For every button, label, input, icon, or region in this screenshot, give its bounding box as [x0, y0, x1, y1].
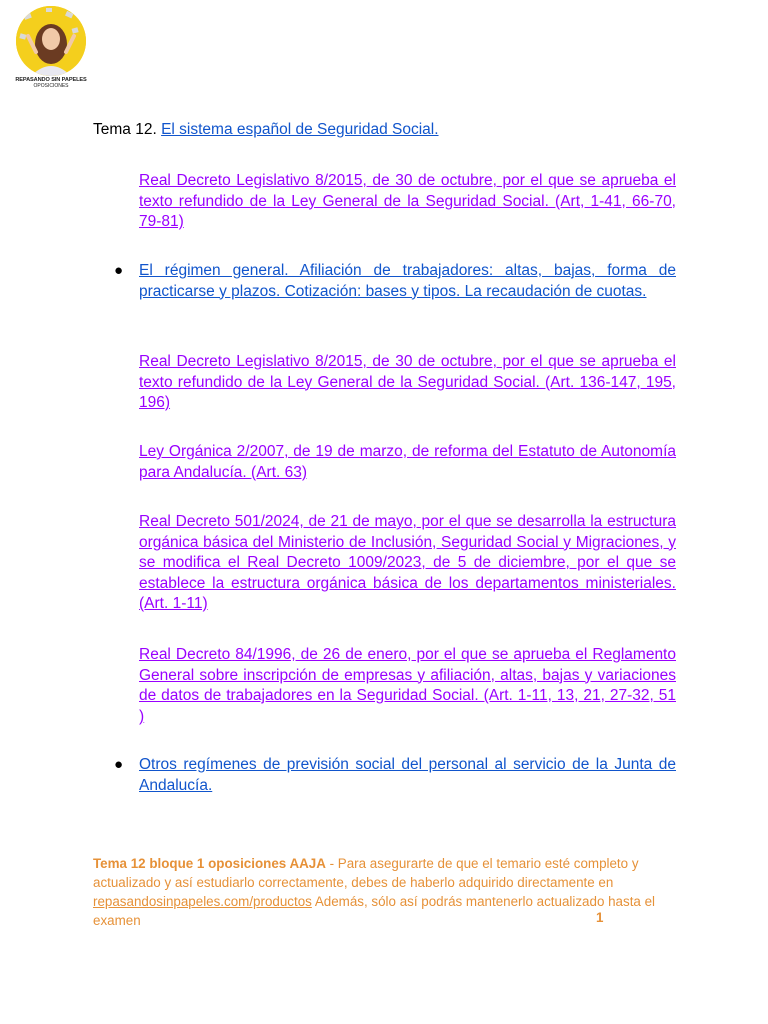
- logo-portrait: [16, 6, 86, 76]
- logo-subtitle: OPOSICIONES: [33, 83, 69, 89]
- footer-note: [93, 854, 683, 930]
- page-number: 1: [596, 910, 604, 925]
- footer-title: Tema 12 bloque 1 oposiciones AAJA: [93, 856, 326, 871]
- legal-reference-link[interactable]: Real Decreto Legislativo 8/2015, de 30 de octubre, por el que se aprueba el texto refundido de la Ley General de la Seguridad Social. (Art. 136-147, 195, 196): [139, 353, 676, 411]
- legal-reference-link[interactable]: Ley Orgánica 2/2007, de 19 de marzo, de reforma del Estatuto de Autonomía para Andalucía. (Art. 63): [139, 443, 676, 481]
- legal-reference-link[interactable]: Real Decreto 501/2024, de 21 de mayo, por el que se desarrolla la estructura orgánica básica del Ministerio de Inclusión, Seguridad Social y Migraciones, y se modifica el Real Decreto 1009/2023, de 5 de diciembre, por el que se establece la estructura orgánica básica de los departamentos ministeriales. (Art. 1-11): [139, 513, 676, 612]
- bullet-icon: ●: [114, 262, 124, 279]
- footer-text-1: - Para asegurarte de que el temario esté completo y actualizado y así estudiarlo correctamente, debes de haberlo adquirido directamente en: [93, 856, 639, 890]
- legal-reference-link[interactable]: Real Decreto 84/1996, de 26 de enero, por el que se aprueba el Reglamento General sobre inscripción de empresas y afiliación, altas, bajas y variaciones de datos de trabajadores en la Seguridad Social. (Art. 1-11, 13, 21, 27-32, 51 ): [139, 646, 676, 725]
- topic-link[interactable]: Otros regímenes de previsión social del personal al servicio de la Junta de Andalucía.: [139, 756, 676, 794]
- list-item: [139, 171, 676, 233]
- footer-products-link[interactable]: repasandosinpapeles.com/productos: [93, 894, 312, 909]
- legal-reference-link[interactable]: Real Decreto Legislativo 8/2015, de 30 de octubre, por el que se aprueba el texto refundido de la Ley General de la Seguridad Social. (Art, 1-41, 66-70, 79-81): [139, 172, 676, 230]
- list-item: [139, 442, 676, 483]
- page-title: [93, 121, 439, 139]
- tema-title-link[interactable]: El sistema español de Seguridad Social.: [161, 121, 439, 138]
- footer-text-2: Además, sólo así podrás mantenerlo actualizado hasta el examen: [93, 894, 656, 928]
- logo-title: REPASANDO SIN PAPELES: [15, 77, 87, 83]
- logo-portrait-icon: [16, 6, 86, 76]
- list-item: [139, 352, 676, 414]
- topic-link[interactable]: El régimen general. Afiliación de trabajadores: altas, bajas, forma de practicarse y plazos. Cotización: bases y tipos. La recaudación de cuotas.: [139, 262, 676, 300]
- list-item: [139, 512, 676, 615]
- logo: [14, 6, 88, 89]
- list-item: [139, 755, 676, 796]
- bullet-icon: ●: [114, 756, 124, 773]
- tema-prefix: Tema 12.: [93, 121, 157, 138]
- list-item: [139, 261, 676, 302]
- list-item: [139, 645, 676, 727]
